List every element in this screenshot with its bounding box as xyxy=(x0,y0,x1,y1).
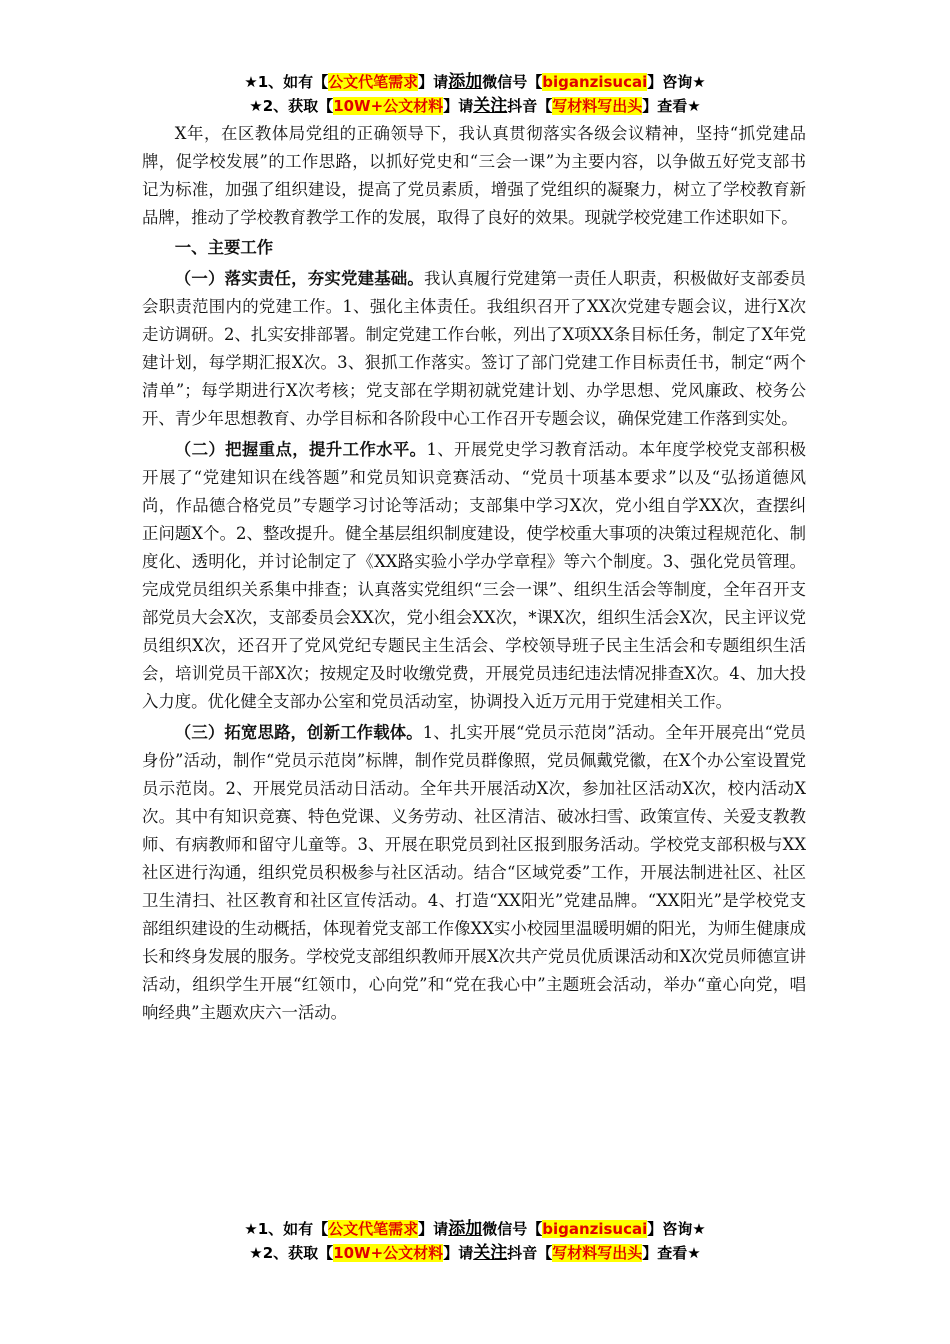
ad-text: ★2、获取【 xyxy=(249,97,334,115)
ad-text: ★2、获取【 xyxy=(249,1244,334,1262)
intro-paragraph: X年，在区教体局党组的正确领导下，我认真贯彻落实各级会议精神，坚持“抓党建品牌，促学校发展”的工作思路，以抓好党史和“三会一课”为主要内容，以争做五好党支部书记为标准，加强了组织建设，提高了党员素质，增强了党组织的凝聚力，树立了学校教育新品牌，推动了学校教育教学工作的发展，取得了良好的效果。现就学校党建工作述职如下。 xyxy=(142,124,806,227)
ad-highlight: biganzisucai xyxy=(542,73,648,91)
ad-line-1-footer xyxy=(0,1218,950,1240)
ad-highlight: 写材料写出头 xyxy=(552,1244,643,1262)
ad-text: 】请 xyxy=(418,73,449,91)
paragraph-1-body: 我认真履行党建第一责任人职责，积极做好支部委员会职责范围内的党建工作。1、强化主体责任。我组织召开了XX次党建专题会议，进行X次走访调研。2、扎实安排部署。制定党建工作台帐，列出了X项XX条目标任务，制定了X年党建计划，每学期汇报X次。3、狠抓工作落实。签订了部门党建工作目标责任书，制定“两个清单”；每学期进行X次考核；党支部在学期初就党建计划、办学思想、党风廉政、校务公开、青少年思想教育、办学目标和各阶段中心工作召开专题会议，确保党建工作落到实处。 xyxy=(142,269,807,428)
ad-highlight: 写材料写出头 xyxy=(552,97,643,115)
paragraph-2-body: 1、开展党史学习教育活动。本年度学校党支部积极开展了“党建知识在线答题”和党员知识竞赛活动、“党员十项基本要求”以及“弘扬道德风尚，作品德合格党员”专题学习讨论等活动；支部集中学习X次，党小组自学XX次，查摆纠正问题X个。2、整改提升。健全基层组织制度建设，使学校重大事项的决策过程规范化、制度化、透明化，并讨论制定了《XX路实验小学办学章程》等六个制度。3、强化党员管理。完成党员组织关系集中排查；认真落实党组织“三会一课”、组织生活会等制度，全年召开支部党员大会X次，支部委员会XX次，党小组会XX次，*课X次，组织生活会X次，民主评议党员组织X次，还召开了党风党纪专题民主生活会、学校领导班子民主生活会和专题组织生活会，培训党员干部X次；按规定及时收缴党费，开展党员违纪违法情况排查X次。4、加大投入力度。优化健全支部办公室和党员活动室，协调投入近万元用于党建相关工作。 xyxy=(142,440,806,711)
ad-text: 抖音【 xyxy=(507,1244,553,1262)
ad-text: 】请 xyxy=(418,1220,449,1238)
ad-text: 抖音【 xyxy=(507,97,553,115)
ad-text: ★1、如有【 xyxy=(244,1220,329,1238)
paragraph-3-heading: （三）拓宽思路，创新工作载体。 xyxy=(174,723,423,742)
document-body xyxy=(142,120,806,1027)
ad-text: 微信号【 xyxy=(482,1220,543,1238)
ad-line-1 xyxy=(0,71,950,93)
ad-text: ★1、如有【 xyxy=(244,73,329,91)
section-heading xyxy=(142,234,806,262)
ad-highlight: 公文代笔需求 xyxy=(328,73,419,91)
ad-highlight: 公文代笔需求 xyxy=(328,1220,419,1238)
section-heading-text: 一、主要工作 xyxy=(174,238,274,257)
paragraph-1-heading: （一）落实责任，夯实党建基础。 xyxy=(174,269,425,288)
paragraph-2 xyxy=(142,436,806,716)
ad-text: 】请 xyxy=(443,97,474,115)
ad-text: 】查看★ xyxy=(642,97,701,115)
ad-text: 】咨询★ xyxy=(647,1220,706,1238)
ad-text: 微信号【 xyxy=(482,73,543,91)
ad-text: 】查看★ xyxy=(642,1244,701,1262)
paragraph-3-body: 1、扎实开展“党员示范岗”活动。全年开展亮出“党员身份”活动，制作“党员示范岗”标牌，制作党员群像照，党员佩戴党徽，在X个办公室设置党员示范岗。2、开展党员活动日活动。全年共开展活动X次，参加社区活动X次，校内活动X次。其中有知识竞赛、特色党课、义务劳动、社区清洁、破冰扫雪、政策宣传、关爱支教教师、有病教师和留守儿童等。3、开展在职党员到社区报到服务活动。学校党支部积极与XX社区进行沟通，组织党员积极参与社区活动。结合“区域党委”工作，开展法制进社区、社区卫生清扫、社区教育和社区宣传活动。4、打造“XX阳光”党建品牌。“XX阳光”是学校党支部组织建设的生动概括，体现着党支部工作像XX实小校园里温暖明媚的阳光，为师生健康成长和终身发展的服务。学校党支部组织教师开展X次共产党员优质课活动和X次党员师德宣讲活动，组织学生开展“红领巾，心向党”和“党在我心中”主题班会活动，举办“童心向党，唱响经典”主题欢庆六一活动。 xyxy=(142,723,806,1022)
paragraph-2-heading: （二）把握重点，提升工作水平。 xyxy=(174,440,427,459)
ad-emphasis: 关注 xyxy=(473,1243,508,1263)
paragraph-1 xyxy=(142,265,806,433)
ad-text: 】咨询★ xyxy=(647,73,706,91)
ad-line-2-footer xyxy=(0,1242,950,1264)
ad-emphasis: 添加 xyxy=(448,72,483,92)
ad-highlight: 10W+公文材料 xyxy=(333,97,444,115)
ad-emphasis: 添加 xyxy=(448,1219,483,1239)
ad-line-2 xyxy=(0,95,950,117)
ad-highlight: biganzisucai xyxy=(542,1220,648,1238)
ad-text: 】请 xyxy=(443,1244,474,1262)
ad-highlight: 10W+公文材料 xyxy=(333,1244,444,1262)
ad-emphasis: 关注 xyxy=(473,96,508,116)
paragraph-3 xyxy=(142,719,806,1027)
